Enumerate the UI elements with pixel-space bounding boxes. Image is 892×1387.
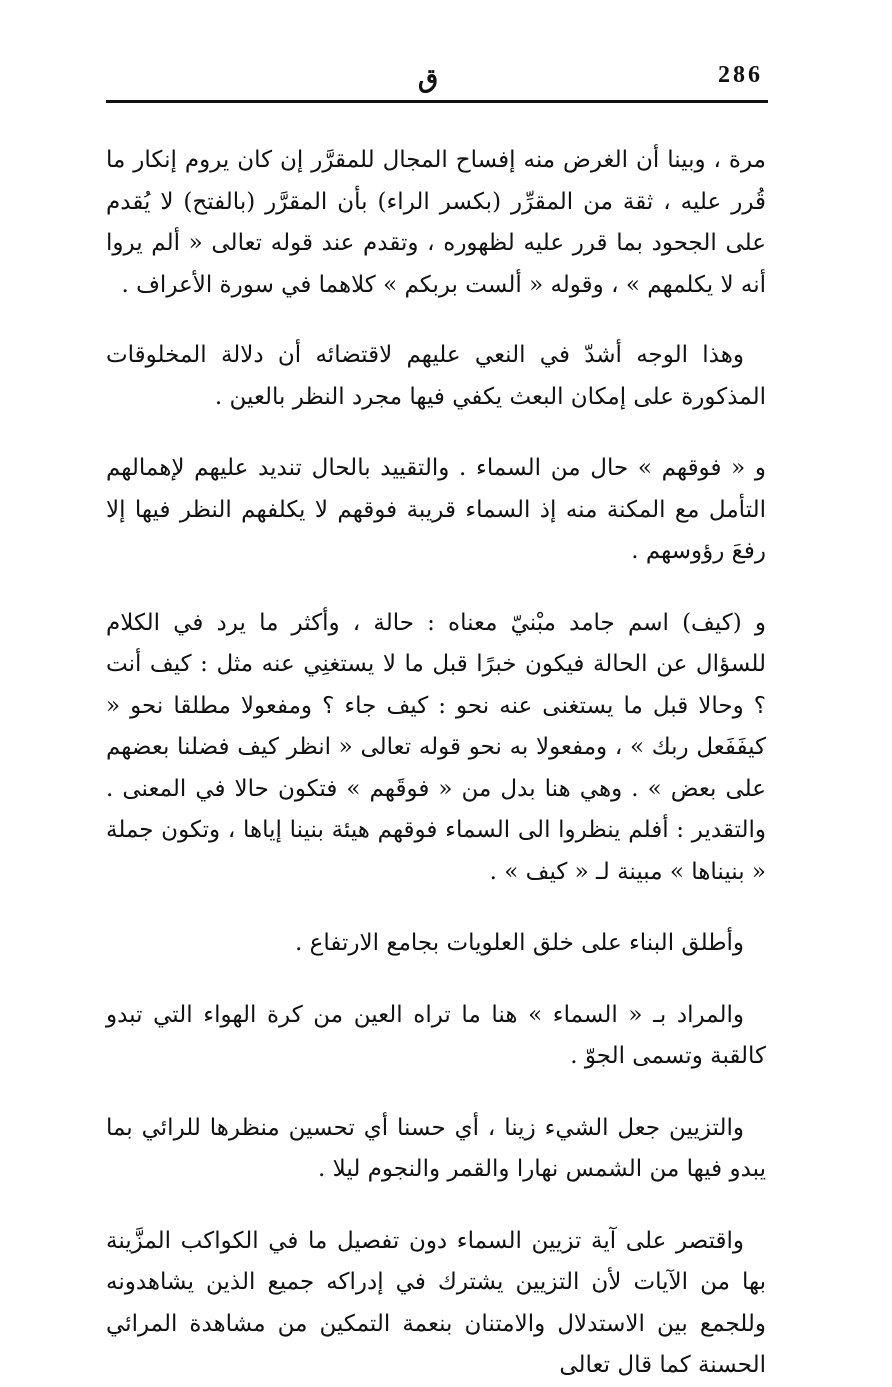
paragraph-2: وهذا الوجه أشدّ في النعي عليهم لاقتضائه أن دلالة المخلوقات المذكورة على إمكان البعث يكفي فيها مجرد النظر بالعين . bbox=[106, 342, 766, 410]
paragraph-6: والمراد بـ « السماء » هنا ما تراه العين من كرة الهواء التي تبدو كالقبة وتسمى الجوّ . bbox=[106, 1001, 766, 1069]
page-header bbox=[106, 56, 768, 100]
header-divider bbox=[106, 100, 768, 103]
paragraph-7: والتزيين جعل الشيء زينا ، أي حسنا أي تحسين منظرها للرائي بما يبدو فيها من الشمس نهارا والقمر والنجوم ليلا . bbox=[106, 1114, 766, 1182]
paragraph-8: واقتصر على آية تزيين السماء دون تفصيل ما في الكواكب المزَّينة بها من الآيات لأن التزيين يشترك في إدراكه جميع الذين يشاهدونه وللجمع بين الاستدلال والامتنان بنعمة التمكين من مشاهدة المرائي الحسنة كما قال تعالى bbox=[106, 1227, 766, 1378]
paragraph-4: و (كيف) اسم جامد مبْنيّ معناه : حالة ، وأكثر ما يرد في الكلام للسؤال عن الحالة فيكون خبرًا قبل ما لا يستغنِي عنه مثل : كيف أنت ؟ وحالا قبل ما يستغنى عنه نحو : كيف جاء ؟ ومفعولا مطلقا نحو « كيفَفَعل ربك » ، ومفعولا به نحو قوله تعالى « انظر كيف فضلنا بعضهم على بعض » . وهي هنا بدل من « فوقَهم » فتكون حالا في المعنى . والتقدير : أفلم ينظروا الى السماء فوقهم هيئة بنينا إياها ، وتكون جملة « بنيناها » مبينة لـ « كيف » . bbox=[106, 609, 767, 885]
surah-title: ق bbox=[418, 64, 439, 94]
paragraph-3: و « فوقهم » حال من السماء . والتقييد بالحال تنديد عليهم لإهمالهم التأمل مع المكنة منه إذ السماء قريبة فوقهم لا يكلفهم النظر فيها إلا رفعَ رؤوسهم . bbox=[106, 455, 766, 564]
paragraph-1: مرة ، وبينا أن الغرض منه إفساح المجال للمقرَّر إن كان يروم إنكار ما قُرر عليه ، ثقة من المقرِّر (بكسر الراء) بأن المقرَّر (بالفتح) لا يُقدم على الجحود بما قرر عليه لظهوره ، وتقدم عند قوله تعالى « ألم يروا أنه لا يكلمهم » ، وقوله « ألست بربكم » كلاهما في سورة الأعراف . bbox=[106, 147, 766, 298]
body-text bbox=[106, 140, 766, 1387]
page-number: 286 bbox=[718, 62, 763, 88]
paragraph-5: وأطلق البناء على خلق العلويات بجامع الارتفاع . bbox=[295, 930, 744, 956]
